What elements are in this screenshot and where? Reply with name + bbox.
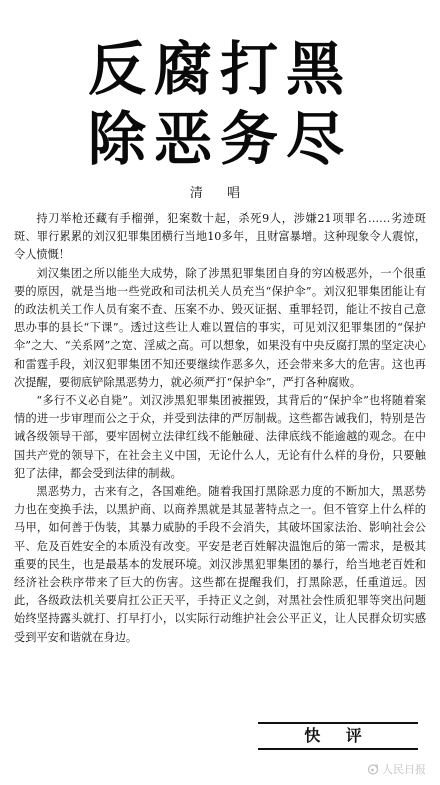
article-paragraph-3: “多行不义必自毙”。刘汉涉黑犯罪集团被摧毁，其背后的“保护伞”也将随着案情的进一步审理而公之于众，并受到法律的严厉制裁。这些都告诫我们，特别是告诫各级领导干部，要牢固树立法律红线不能触碰、法律底线不能逾越的观念。在中国共产党的领导下，在社会主义中国，无论什么人，无论有什么样的身份，只要触犯了法律，都会受到法律的制裁。: [14, 394, 426, 480]
article-body: [14, 210, 426, 647]
article-paragraph-1: 持刀举枪还藏有手榴弹，犯案数十起，杀死9人，涉嫌21项罪名……劣迹斑斑、罪行累累的刘汉犯罪集团横行当地10多年，且财富暴增。这种现象令人震惊，令人愤慨！: [14, 212, 426, 262]
article-paragraph-2: 刘汉集团之所以能坐大成势，除了涉黑犯罪集团自身的穷凶极恶外，一个很重要的原因，就是当地一些党政和司法机关人员充当“保护伞”。刘汉犯罪集团能让有的政法机关工作人员有案不查、压案不办、毁灭证据、重罪轻罚，能让不按自己意思办事的县长“下课”。透过这些让人难以置信的事实，可见刘汉犯罪集团的“保护伞”之大、“关系网”之宽、淫威之高。可以想象，如果没有中央反腐打黑的坚定决心和雷霆手段，刘汉犯罪集团不知还要继续作恶多久，还会带来多大的危害。这也再次提醒，要彻底铲除黑恶势力，就必须严打“保护伞”，严打各种腐败。: [14, 266, 426, 389]
weibo-icon: [367, 763, 379, 775]
watermark: [367, 761, 426, 777]
author-byline: 清 唱: [189, 186, 251, 201]
headline-line-1: 反腐打黑: [87, 35, 352, 103]
article-paragraph-4: 黑恶势力，古来有之，各国难绝。随着我国打黑除恶力度的不断加大，黑恶势力也在变换手法，以黑护商、以商养黑就是其显著特点之一。但不管穿上什么样的马甲，如何善于伪装，其暴力威胁的手段不会消失，其破坏国家法治、影响社会公平、危及百姓安全的本质没有改变。平安是老百姓解决温饱后的第一需求，是极其重要的民生，也是最基本的发展环境。刘汉涉黑犯罪集团的暴行，给当地老百姓和经济社会秩序带来了巨大的伤害。这些都在提醒我们，打黑除恶，任重道远。因此，各级政法机关要肩扛公正天平，手持正义之剑，对黑社会性质犯罪等突出问题始终坚持露头就打、打早打小，以实际行动维护社会公平正义，让人民群众切实感受到平安和谐就在身边。: [14, 485, 426, 644]
column-label-kuaiping: 快 评: [258, 722, 418, 750]
watermark-text: 人民日报: [382, 763, 426, 776]
headline-line-2: 除恶务尽: [87, 105, 352, 173]
